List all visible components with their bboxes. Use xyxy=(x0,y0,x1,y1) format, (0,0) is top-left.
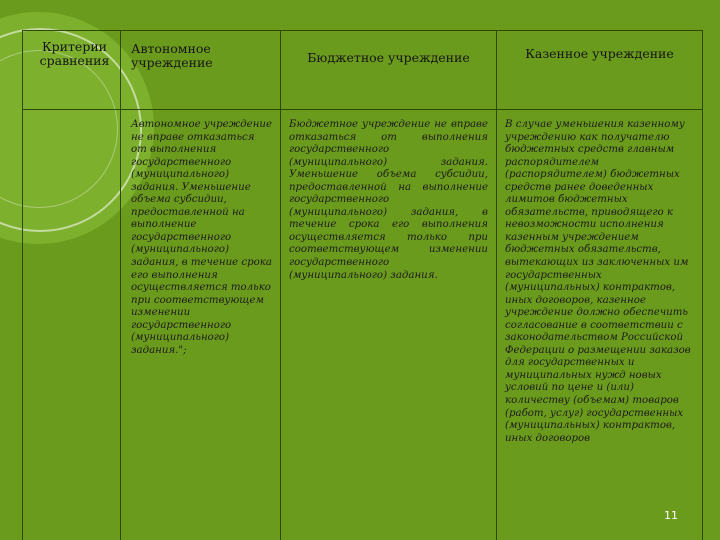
row-budget-text: Бюджетное учреждение не вправе отказаться от выполнения государственного (муниципального) задания. Уменьшение объема субсидии, предоставленной на выполнение государственного (муниципального) задания, в течение срока его выполнения осуществляется только при соответствующем изменении государственного (муниципального) задания. xyxy=(289,119,488,281)
table-row xyxy=(23,110,703,540)
header-cell-budget xyxy=(281,31,497,110)
header-criteria: Критерии сравнения xyxy=(39,39,110,69)
header-autonomous: Автономное учреждение xyxy=(131,41,213,71)
row-cell-budget xyxy=(281,110,497,540)
table-header-row xyxy=(23,31,703,110)
header-kazen: Казенное учреждение xyxy=(525,46,674,61)
header-cell-autonomous xyxy=(121,31,281,110)
comparison-table xyxy=(22,30,703,540)
header-cell-criteria xyxy=(23,31,121,110)
header-budget: Бюджетное учреждение xyxy=(307,50,470,65)
page-number: 11 xyxy=(664,509,678,522)
row-cell-criteria xyxy=(23,110,121,540)
row-cell-autonomous xyxy=(121,110,281,540)
row-kazen-text: В случае уменьшения казенному учреждению как получателю бюджетных средств главным распорядителем (распорядителем) бюджетных средств ранее доведенных лимитов бюджетных обязательств, приводящего к невозможности исполнения казенным учреждением бюджетных обязательств, вытекающих из заключенных им государственных (муниципальных) контрактов, иных договоров, казенное учреждение должно обеспечить согласование в соответствии с законодательством Российской Федерации о размещении заказов для государственных и муниципальных нужд новых условий по цене и (или) количеству (объемам) товаров (работ, услуг) государственных (муниципальных) контрактов, иных договоров xyxy=(505,119,691,444)
row-autonomous-text: Автономное учреждение не вправе отказаться от выполнения государственного (муниципального) задания. Уменьшение объема субсидии, предоставленной на выполнение государственного (муниципального) задания, в течение срока его выполнения осуществляется только при соответствующем изменении государственного (муниципального) задания."; xyxy=(131,119,273,356)
row-cell-kazen xyxy=(497,110,703,540)
header-cell-kazen xyxy=(497,31,703,110)
